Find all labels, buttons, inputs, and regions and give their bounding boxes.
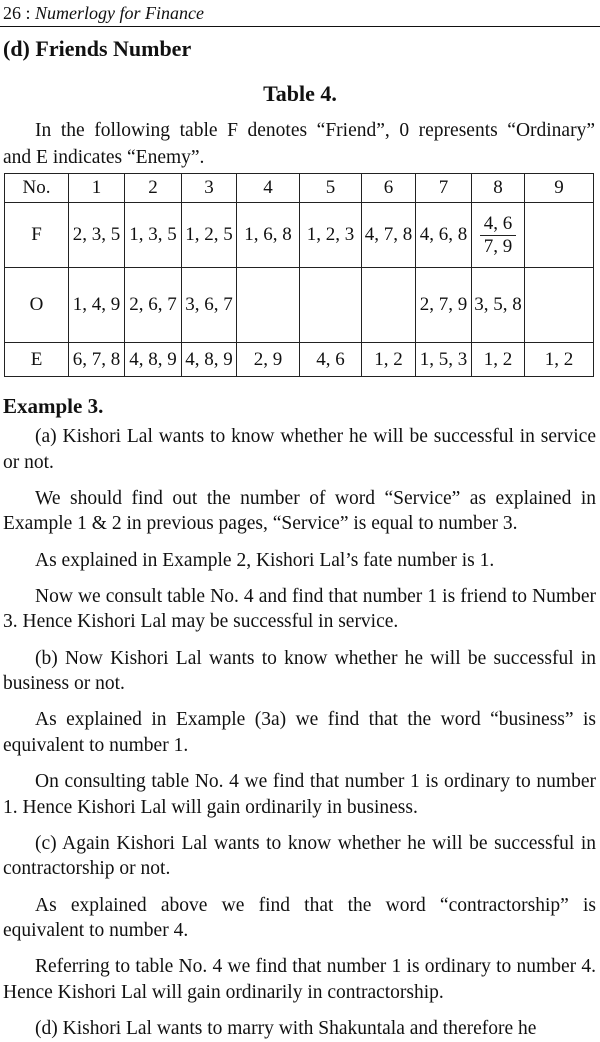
paragraph: We should find out the number of word “Service” as explained in Example 1 & 2 in previous pages, “Service” is equal to number 3. bbox=[3, 487, 596, 535]
table-title: Table 4. bbox=[263, 81, 337, 106]
table-header-cell: 4 bbox=[237, 174, 300, 203]
table-cell bbox=[237, 268, 300, 343]
table-header-cell: No. bbox=[5, 174, 69, 203]
table-cell: 6, 7, 8 bbox=[69, 343, 125, 377]
paragraph: As explained in Example 2, Kishori Lal’s fate number is 1. bbox=[35, 549, 495, 571]
paragraph: (a) Kishori Lal wants to know whether he will be successful in service or not. bbox=[3, 426, 596, 473]
table-cell: 4, 6 bbox=[300, 343, 362, 377]
running-header bbox=[3, 2, 204, 24]
table-cell bbox=[362, 268, 416, 343]
table-cell-fraction bbox=[472, 203, 525, 268]
fraction-top: 4, 6 bbox=[480, 213, 517, 236]
table-cell: 2, 6, 7 bbox=[125, 268, 182, 343]
table-header-cell: 5 bbox=[300, 174, 362, 203]
row-label-ordinary: O bbox=[5, 268, 69, 343]
row-label-friend: F bbox=[5, 203, 69, 268]
table-cell: 2, 7, 9 bbox=[416, 268, 472, 343]
paragraph: As explained in Example (3a) we find that the word “business” is equivalent to number 1. bbox=[3, 709, 596, 756]
table-cell: 1, 4, 9 bbox=[69, 268, 125, 343]
section-title: (d) Friends Number bbox=[3, 36, 192, 61]
table-header-cell: 8 bbox=[472, 174, 525, 203]
fraction bbox=[480, 213, 517, 258]
example-title: Example 3. bbox=[3, 394, 104, 418]
page-number: 26 : bbox=[3, 3, 31, 23]
paragraph: Now we consult table No. 4 and find that number 1 is friend to Number 3. Hence Kishori Lal may be successful in service. bbox=[3, 585, 596, 633]
table-cell: 4, 8, 9 bbox=[125, 343, 182, 377]
paragraph: (c) Again Kishori Lal wants to know whether he will be successful in contractorship or not. bbox=[3, 832, 596, 880]
table-intro bbox=[3, 117, 595, 171]
table-header-cell: 9 bbox=[525, 174, 594, 203]
numbers-table bbox=[4, 173, 594, 377]
table-cell: 1, 3, 5 bbox=[125, 203, 182, 268]
table-cell: 3, 5, 8 bbox=[472, 268, 525, 343]
paragraph: (b) Now Kishori Lal wants to know whether he will be successful in business or not. bbox=[3, 647, 596, 695]
table-cell: 1, 2 bbox=[362, 343, 416, 377]
table-cell: 2, 3, 5 bbox=[69, 203, 125, 268]
table-row-ordinary bbox=[5, 268, 594, 343]
table-cell: 1, 2, 3 bbox=[300, 203, 362, 268]
intro-line-1: In the following table F denotes “Friend”, 0 represents “Ordinary” bbox=[35, 120, 595, 141]
body-text bbox=[3, 424, 596, 1042]
table-cell: 1, 2, 5 bbox=[182, 203, 237, 268]
header-rule bbox=[0, 26, 600, 27]
table-row-friend bbox=[5, 203, 594, 268]
table-cell: 4, 8, 9 bbox=[182, 343, 237, 377]
paragraph: On consulting table No. 4 we find that number 1 is ordinary to number 1. Hence Kishori Lal will gain ordinarily in business. bbox=[3, 771, 596, 818]
table-header-cell: 2 bbox=[125, 174, 182, 203]
table-cell: 4, 7, 8 bbox=[362, 203, 416, 268]
table-cell: 1, 6, 8 bbox=[237, 203, 300, 268]
table-cell: 3, 6, 7 bbox=[182, 268, 237, 343]
table-header-cell: 7 bbox=[416, 174, 472, 203]
table-header-cell: 6 bbox=[362, 174, 416, 203]
table-cell bbox=[525, 203, 594, 268]
table-header-cell: 3 bbox=[182, 174, 237, 203]
book-title: Numerlogy for Finance bbox=[35, 3, 204, 23]
table-cell: 1, 2 bbox=[525, 343, 594, 377]
table-cell: 2, 9 bbox=[237, 343, 300, 377]
row-label-enemy: E bbox=[5, 343, 69, 377]
paragraph: As explained above we find that the word “contractorship” is equivalent to number 4. bbox=[3, 894, 596, 942]
table-header-row bbox=[5, 174, 594, 203]
table-cell: 1, 2 bbox=[472, 343, 525, 377]
paragraph: Referring to table No. 4 we find that number 1 is ordinary to number 4. Hence Kishori Lal will gain ordinarily in contractorship. bbox=[3, 956, 596, 1004]
fraction-bottom: 7, 9 bbox=[483, 235, 513, 257]
intro-line-2: and E indicates “Enemy”. bbox=[3, 147, 205, 168]
table-header-cell: 1 bbox=[69, 174, 125, 203]
table-cell: 1, 5, 3 bbox=[416, 343, 472, 377]
table-row-enemy bbox=[5, 343, 594, 377]
paragraph: (d) Kishori Lal wants to marry with Shakuntala and therefore he bbox=[35, 1018, 537, 1040]
table-cell bbox=[525, 268, 594, 343]
table-cell bbox=[300, 268, 362, 343]
table-cell: 4, 6, 8 bbox=[416, 203, 472, 268]
